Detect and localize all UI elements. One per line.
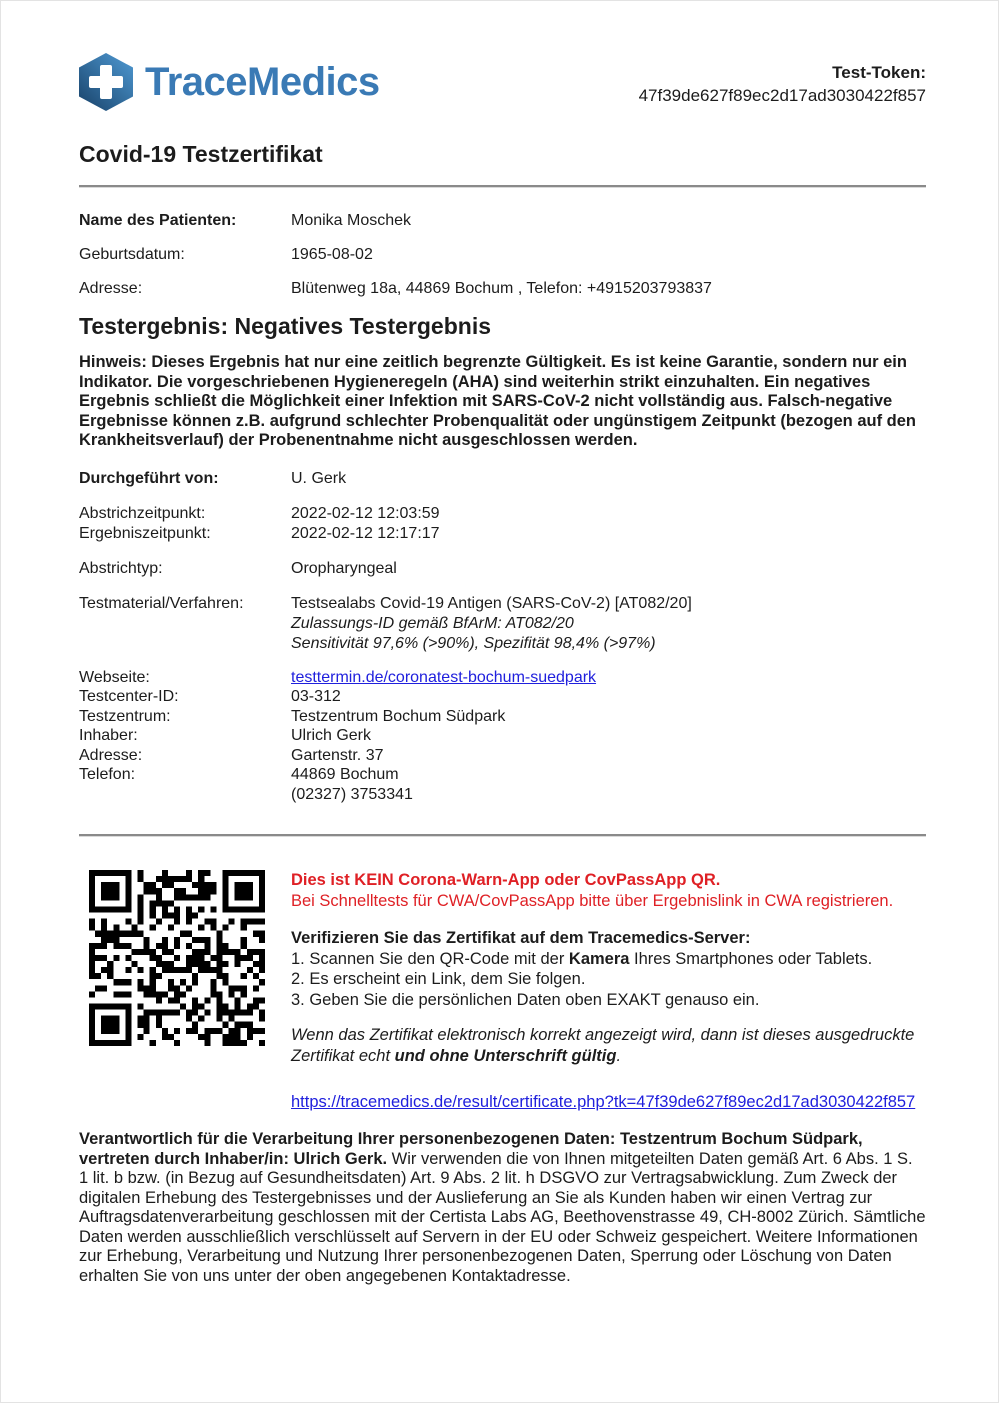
test-material-label: Testmaterial/Verfahren: [79,594,244,612]
qr-box [79,870,291,1113]
result-time-label: Ergebniszeitpunkt: [79,524,211,542]
testcenter-id-value: 03-312 [291,688,341,705]
testcenter-name-label: Testzentrum: [79,707,171,725]
result-time-value: 2022-02-12 12:17:17 [291,524,440,542]
performed-by-label: Durchgeführt von: [79,469,219,487]
test-approval-id: Zulassungs-ID gemäß BfArM: AT082/20 [291,614,574,632]
qr-code [89,870,265,1046]
privacy-footer [79,1130,926,1286]
cwa-warning [291,870,951,912]
test-details [79,469,926,654]
test-material-values [291,594,692,654]
timestamp-values [291,504,440,544]
swab-type-value: Oropharyngeal [291,559,397,577]
certificate-link[interactable]: https://tracemedics.de/result/certificate.php?tk=47f39de627f89ec2d17ad3030422f857 [291,1093,916,1111]
verify-step-2: 2. Es erscheint ein Link, dem Sie folgen. [291,970,586,988]
step1-post: Ihres Smartphones oder Tablets. [629,949,873,968]
swab-time-label: Abstrichzeitpunkt: [79,504,206,522]
patient-info [79,211,926,299]
note-pre: Wenn das Zertifikat elektronisch korrekt angezeigt wird, dann ist dieses ausgedruckte Zertifikat echt [291,1026,915,1065]
page-title: Covid-19 Testzertifikat [79,141,323,167]
city-value: 44869 Bochum [291,766,399,783]
timestamps-row [79,504,926,544]
swab-time-value: 2022-02-12 12:03:59 [291,504,440,522]
certificate-link-block [291,1092,951,1113]
performed-by-value: U. Gerk [291,469,347,487]
brand-logo [79,53,380,111]
test-material-name: Testsealabs Covid-19 Antigen (SARS-CoV-2) [AT082/20] [291,594,692,612]
note-post: . [616,1047,622,1065]
patient-name-row [79,211,926,231]
patient-name-label: Name des Patienten: [79,212,237,229]
testcenter-id-label: Testcenter-ID: [79,688,179,705]
step1-bold: Kamera [568,949,630,968]
verify-instructions [291,928,951,1010]
swab-type-row [79,559,926,579]
privacy-footer-bold: Verantwortlich für die Verarbeitung Ihrer personenbezogenen Daten: Testzentrum Bochum Südpark, vertreten durch Inhaber/in: Ulrich Gerk. [79,1130,863,1168]
privacy-footer-body: Wir verwenden die von Ihnen mitgeteilten Daten gemäß Art. 6 Abs. 1 S. 1 lit. b bzw. (in Bezug auf Gesundheitsdaten) Art. 9 Abs. 2 lit. h DSGVO zur Vertragsabwicklung. Zum Zweck der digitalen Erhebung des Testergebnisses und der Auslieferung an Sie als Kunden haben wir einen Vertrag zur Auftragsdatenverarbeitung geschlossen mit der Certista Labs AG, Beethovenstrasse 49, CH-8002 Zürich. Sämtliche Daten werden ausschließlich verschlüsselt auf Servern in der EU oder Schweiz gespeichert. Weitere Informationen zur Erhebung, Verarbeitung und Nutzung Ihrer personenbezogenen Daten, Sperrung oder Löschung von Daten erhalten Sie von uns unter der oben angegebenen Kontaktadresse. [79,1149,926,1285]
performed-by-row [79,469,926,489]
test-sensitivity: Sensitivität 97,6% (>90%), Spezifität 98,4% (>97%) [291,634,656,652]
contact-labels [79,668,291,805]
owner-value: Ulrich Gerk [291,727,372,744]
test-token-label: Test-Token: [832,63,926,82]
note-bold: und ohne Unterschrift gültig [394,1047,617,1065]
patient-address-row [79,279,926,299]
owner-label: Inhaber: [79,727,138,744]
patient-dob-label: Geburtsdatum: [79,246,185,263]
divider-top [79,185,926,187]
verify-step-3: 3. Geben Sie die persönlichen Daten oben EXAKT genauso ein. [291,990,760,1009]
street-value: Gartenstr. 37 [291,746,384,764]
patient-dob-row [79,245,926,265]
patient-address-label: Adresse: [79,280,143,297]
address-label: Adresse: [79,746,143,764]
patient-dob-value: 1965-08-02 [291,246,373,263]
qr-section [79,870,926,1113]
phone-value: (02327) 3753341 [291,785,413,803]
patient-name-value: Monika Moschek [291,212,412,229]
contact-values [291,668,596,805]
testcenter-contact [79,668,926,805]
verify-heading: Verifizieren Sie das Zertifikat auf dem Tracemedics-Server: [291,929,751,947]
cwa-warning-bold: Dies ist KEIN Corona-Warn-App oder CovPassApp QR. [291,871,721,889]
qr-instructions [291,870,951,1113]
phone-label: Telefon: [79,766,136,783]
header [79,1,926,111]
verify-step-1 [291,949,951,970]
validity-notice: Hinweis: Dieses Ergebnis hat nur eine zeitlich begrenzte Gültigkeit. Es ist keine Garantie, sondern nur ein Indikator. Die vorgeschriebenen Hygieneregeln (AHA) sind weiterhin strikt einzuhalten. Ein negatives Ergebnis schließt die Möglichkeit einer Infektion mit SARS-CoV-2 nicht vollständig aus. Falsch-negative Ergebnisse können z.B. aufgrund schlechter Probenqualität oder ungünstigem Zeitpunkt (bezogen auf den Krankheitsverlauf) der Probenentnahme nicht ausgeschlossen werden. [79,353,916,449]
testcenter-name-value: Testzentrum Bochum Südpark [291,707,506,725]
testcenter-website-link[interactable]: testtermin.de/coronatest-bochum-suedpark [291,668,597,686]
test-token-block [639,53,926,107]
test-result-heading: Testergebnis: Negatives Testergebnis [79,313,492,339]
timestamp-labels [79,504,291,544]
patient-address-value: Blütenweg 18a, 44869 Bochum , Telefon: +4915203793837 [291,280,712,297]
website-label: Webseite: [79,668,150,686]
test-token-value: 47f39de627f89ec2d17ad3030422f857 [638,86,926,105]
hexagon-medical-cross-icon [79,53,133,111]
cwa-warning-line2: Bei Schnelltests für CWA/CovPassApp bitte über Ergebnislink in CWA registrieren. [291,892,894,910]
step1-pre: 1. Scannen Sie den QR-Code mit der [291,949,569,968]
brand-name: TraceMedics [145,59,380,104]
validity-note [291,1025,951,1067]
divider-bottom [79,834,926,836]
swab-type-label: Abstrichtyp: [79,559,163,577]
test-material-row [79,594,926,654]
